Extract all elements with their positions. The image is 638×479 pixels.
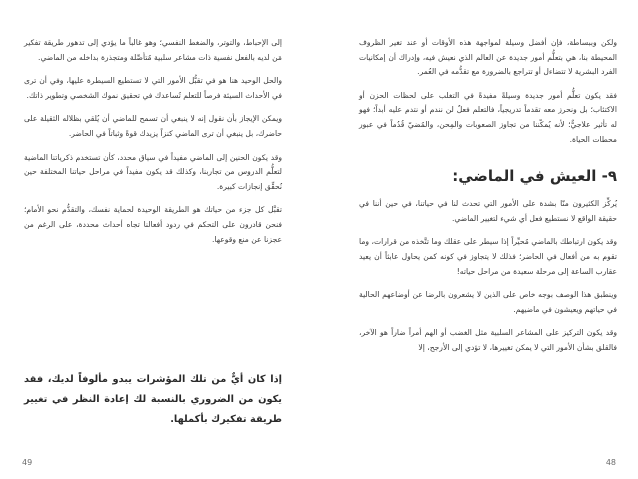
right-paragraph-1: ولكن وببساطة، فإن أفضل وسيلة لمواجهة هذه الأوقات أو عند تغير الظروف المحيطة بنا، هي بتعلُّم أمور جديدة عن العالم الذي نعيش فيه، وإدراك أن إمكانيات الفرد البشرية لا تتضاءل أو تتراجع بالضرورة مع تقدُّمه في العُمر. [359,38,617,77]
left-paragraph-2: والحل الوحيد هنا هو في تقبُّل الأمور التي لا تستطيع السيطرة عليها، وفي أن ترى في الأحداث السيئة فرصاً للتعلم تُساعدك في تحقيق نموك الشخصي وتطوير ذاتك. [24,76,282,100]
left-text-column [24,36,282,256]
right-page [319,0,638,479]
page-number-left: 49 [22,458,33,467]
right-paragraph-5: وينطبق هذا الوصف بوجه خاص على الذين لا يشعرون بالرضا عن أوضاعهم الحالية في حياتهم ويعيشون في ماضيهم. [359,290,617,314]
highlighted-callout: إذا كان أيٌّ من تلك المؤشرات يبدو مألوفاً لديك، فقد يكون من الضروري بالنسبة لك إعادة النظر في تغيير طريقة تفكيرك بأكملها. [24,374,282,425]
right-paragraph-6: وقد يكون التركيز على المشاعر السلبية مثل الغضب أو الهم أمراً ضاراً هو الآخر، فالقلق بشأن الأمور التي لا يمكن تغييرها، لا تؤدي إلى الأرجح، إلا [359,328,617,352]
right-paragraph-4: وقد يكون ارتباطك بالماضي مُحيِّراً إذا سيطر على عقلك وما تتَّخذه من قرارات، وما تقوم به من أفعال في الحاضر؛ فذلك لا يتجاوز في كونه كمن يحاول عابثاً أن يعيد عقارب الساعة إلى مرحلة سعيدة من مراحل حياته! [359,237,617,276]
left-paragraph-5: تقبَّل كل جزء من حياتك هو الطريقة الوحيدة لحماية نفسك، والتقدُّم نحو الأمام؛ فنحن قادرون على التحكم في ردود أفعالنا تجاه أحداث محددة، على الرغم من عجزنا عن منع وقوعها. [24,205,282,244]
page-number-right: 48 [605,458,616,467]
right-text-column [359,36,617,365]
section-heading: ٩- العيش في الماضي: [452,167,617,186]
right-paragraph-3: يُركِّز الكثيرون منّا بشدة على الأمور التي تحدث لنا في حياتنا، في حين أننا في حقيقة الواقع لا نستطيع فعل أي شيء لتغيير الماضي. [359,199,617,223]
left-paragraph-4: وقد يكون الحنين إلى الماضي مفيداً في سياق محدد، كأن تستخدم ذكرياتنا الماضية لتعلُّم الدروس من تجاربنا، وكذلك قد يكون مفيداً في مراحل حياتنا المختلفة حين نُحقِّق إنجازات كبيرة. [24,152,282,191]
left-paragraph-1: إلى الإحباط، والتوتر، والضغط النفسي؛ وهو غالباً ما يؤدي إلى تدهور طريقة تفكير مَن لديه بالفعل نفسية ذات مشاعر سلبية مُتأصِّلة ومتجذرة بداخله من الماضي. [24,38,282,62]
left-paragraph-3: ويمكن الإيجاز بأن نقول إنه لا ينبغي أن تسمح للماضي أن يُلقي بظلاله الثقيلة على حاضرك، بل ينبغي أن ترى الماضي كنزاً يزيدك قوةً وثباتاً في الحاضر. [24,114,282,138]
right-paragraph-2: فقد يكون تعلُّم أمور جديدة وسيلةً مفيدةً في التغلب على لحظات الحزن أو الاكتئاب؛ بل ونحرز معه تقدماً تدريجياً، فالتعلم فعلٌ لن نندم أو نتدم عليه أبداً؛ فهو له تأثير علاجيٌّ؛ لأنه يُمكّننا من تجاوز الصعوبات والمِحن، والمُضيّ قُدُماً في عبور محطات الحياة. [359,90,617,144]
